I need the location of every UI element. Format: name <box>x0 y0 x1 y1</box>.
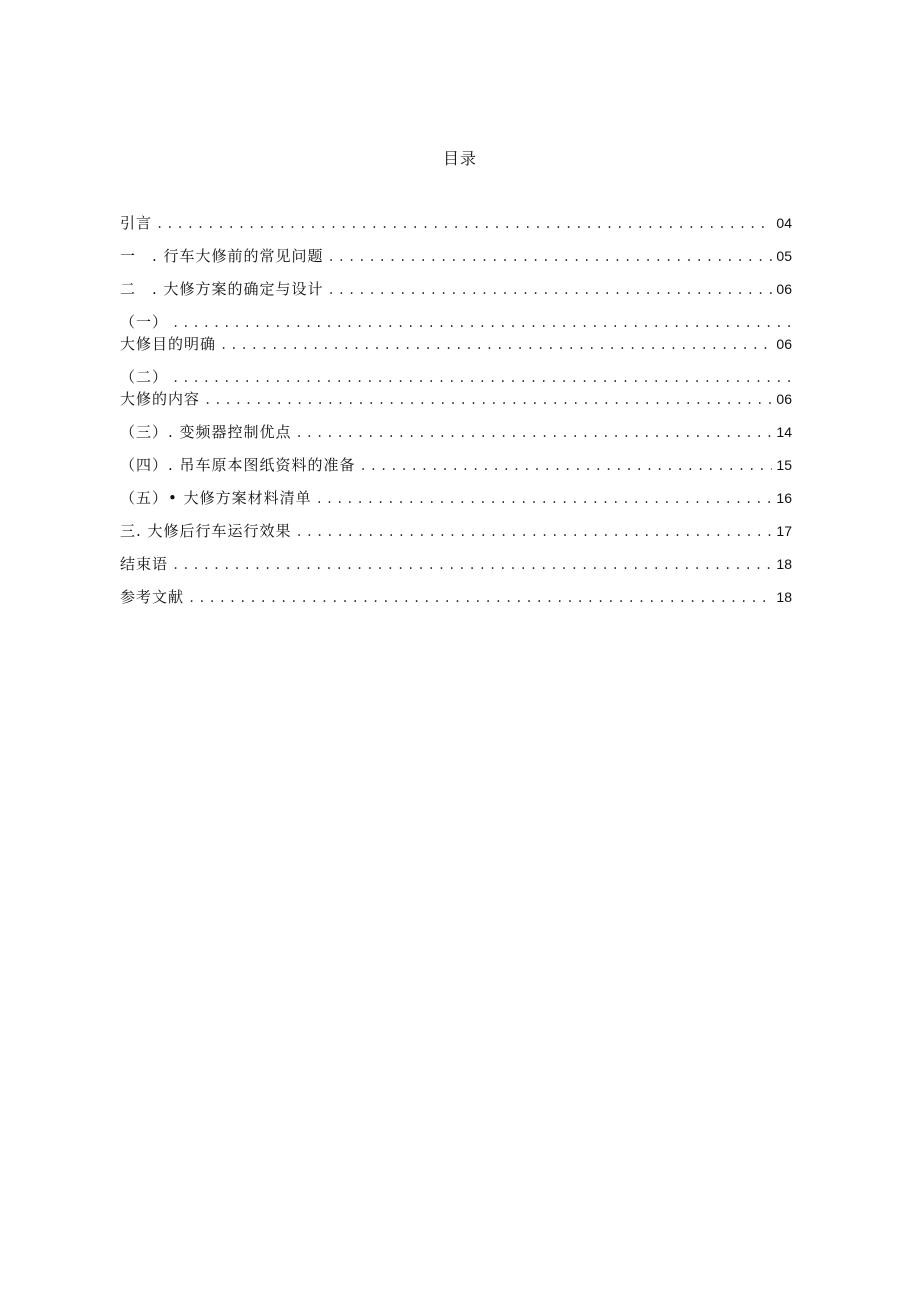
toc-entry-label: （四）. 吊车原本图纸资料的准备 <box>120 456 356 474</box>
table-of-contents <box>120 212 792 619</box>
dot-leader <box>316 488 773 510</box>
toc-entry-page: 14 <box>776 424 792 440</box>
toc-entry-label: 参考文献 <box>120 588 185 606</box>
toc-entry-label: 一 . 行车大修前的常见问题 <box>120 247 324 265</box>
toc-entry[interactable] <box>120 421 792 454</box>
toc-entry-page: 18 <box>776 556 792 572</box>
toc-entry-page: 06 <box>776 281 792 297</box>
toc-entry[interactable] <box>120 454 792 487</box>
toc-entry-page: 18 <box>776 589 792 605</box>
toc-entry[interactable] <box>120 278 792 311</box>
toc-entry[interactable] <box>120 553 792 586</box>
dot-leader <box>172 554 772 576</box>
toc-entry[interactable] <box>120 487 792 520</box>
toc-entry-page: 17 <box>776 523 792 539</box>
toc-entry-label: 结束语 <box>120 555 169 573</box>
toc-entry-label: 大修的内容 <box>120 390 201 408</box>
dot-leader <box>188 587 772 609</box>
toc-entry-label: 二 . 大修方案的确定与设计 <box>120 280 324 298</box>
toc-entry[interactable] <box>120 366 792 388</box>
dot-leader <box>220 334 772 356</box>
toc-entry[interactable] <box>120 388 792 421</box>
toc-entry[interactable] <box>120 212 792 245</box>
toc-entry-label: （二） <box>120 368 169 386</box>
toc-entry[interactable] <box>120 245 792 278</box>
dot-leader <box>328 246 773 268</box>
toc-entry-page: 05 <box>776 248 792 264</box>
toc-entry-page: 04 <box>776 215 792 231</box>
dot-leader <box>296 422 773 444</box>
toc-entry-page: 06 <box>776 391 792 407</box>
toc-entry-label: 大修目的明确 <box>120 335 217 353</box>
toc-entry-label: 引言 <box>120 214 153 232</box>
dot-leader <box>328 279 773 301</box>
dot-leader <box>204 389 772 411</box>
toc-entry[interactable] <box>120 586 792 619</box>
toc-entry[interactable] <box>120 311 792 333</box>
dot-leader <box>296 521 773 543</box>
dot-leader <box>172 367 798 389</box>
toc-entry-page: 06 <box>776 336 792 352</box>
dot-leader <box>360 455 773 477</box>
toc-entry[interactable] <box>120 333 792 366</box>
toc-entry[interactable] <box>120 520 792 553</box>
dot-leader <box>172 312 798 334</box>
toc-entry-label: （一） <box>120 313 169 331</box>
toc-title: 目录 <box>442 149 477 168</box>
toc-entry-label: （五）• 大修方案材料清单 <box>120 489 312 507</box>
toc-entry-page: 16 <box>776 490 792 506</box>
toc-entry-page: 15 <box>776 457 792 473</box>
toc-entry-label: （三）. 变频器控制优点 <box>120 423 292 441</box>
toc-entry-label: 三. 大修后行车运行效果 <box>120 522 292 540</box>
dot-leader <box>156 213 772 235</box>
